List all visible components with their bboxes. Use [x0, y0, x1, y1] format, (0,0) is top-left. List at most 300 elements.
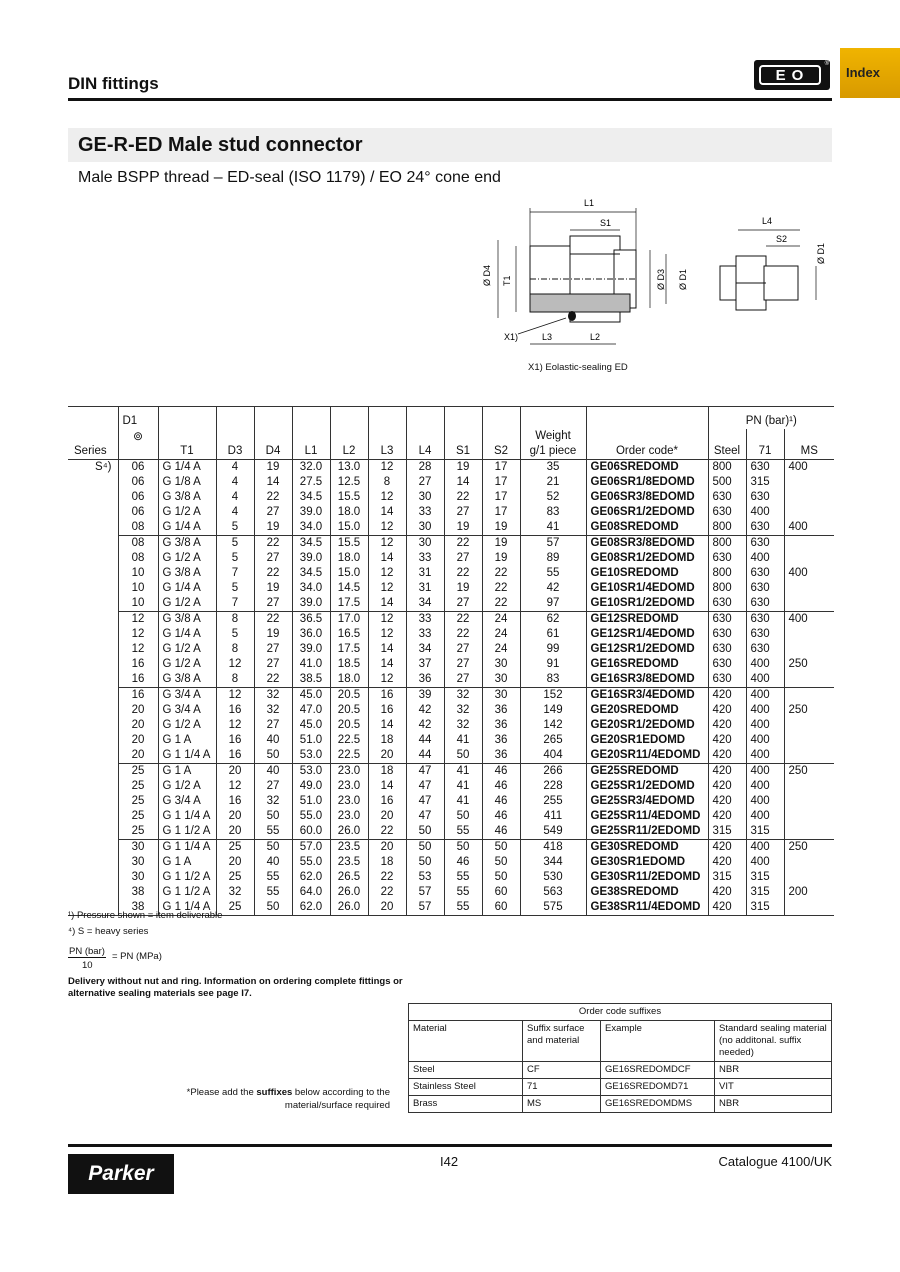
- table-cell: 32: [254, 794, 292, 809]
- table-cell: 23.0: [330, 794, 368, 809]
- table-cell: 83: [520, 672, 586, 688]
- table-cell: 17.5: [330, 642, 368, 657]
- table-cell: 30: [406, 535, 444, 551]
- table-cell: 152: [520, 687, 586, 703]
- table-cell: 26.5: [330, 870, 368, 885]
- table-cell: 14: [368, 596, 406, 612]
- table-cell: 22: [368, 824, 406, 840]
- table-cell: 08: [118, 520, 158, 536]
- thread-cell: G 1/4 A: [158, 459, 216, 475]
- table-row: [68, 779, 834, 794]
- thread-cell: G 3/8 A: [158, 672, 216, 688]
- table-cell: 20.5: [330, 718, 368, 733]
- table-cell: 62: [520, 611, 586, 627]
- table-cell: 12: [118, 627, 158, 642]
- order-code-cell: GE20SR1/2EDOMD: [586, 718, 708, 733]
- eo-logo-reg: ®: [824, 61, 829, 67]
- label-d1-side: Ø D1: [816, 242, 826, 264]
- th-weight-1: Weight: [520, 429, 586, 444]
- series-cell: [68, 885, 118, 900]
- table-cell: 10: [118, 566, 158, 581]
- table-cell: 27: [254, 642, 292, 657]
- pressure-cell: 400: [746, 718, 784, 733]
- table-cell: 27: [444, 642, 482, 657]
- pressure-cell: [784, 900, 834, 916]
- pressure-cell: [784, 672, 834, 688]
- table-cell: 46: [482, 779, 520, 794]
- table-cell: 06: [118, 459, 158, 475]
- table-cell: 5: [216, 581, 254, 596]
- footnote-pressure: ¹) Pressure shown = item deliverable: [68, 910, 223, 921]
- table-row: [68, 809, 834, 824]
- table-cell: 32: [216, 885, 254, 900]
- table-row: [68, 505, 834, 520]
- thread-cell: G 3/8 A: [158, 490, 216, 505]
- table-cell: 26.0: [330, 900, 368, 916]
- table-cell: 25: [118, 824, 158, 840]
- suffix-cell: GE16SREDOMD71: [601, 1079, 715, 1096]
- order-code-cell: GE25SR11/2EDOMD: [586, 824, 708, 840]
- label-l2: L2: [590, 332, 601, 342]
- table-cell: 33: [406, 611, 444, 627]
- table-cell: 4: [216, 459, 254, 475]
- suffix-instruction: [150, 1086, 390, 1112]
- th-pn: PN (bar)¹): [708, 407, 834, 429]
- th-s2: S2: [482, 444, 520, 460]
- table-cell: 12: [368, 459, 406, 475]
- table-cell: 25: [118, 809, 158, 824]
- table-cell: 47: [406, 763, 444, 779]
- series-cell: [68, 687, 118, 703]
- series-cell: [68, 824, 118, 840]
- table-cell: 38.5: [292, 672, 330, 688]
- table-cell: 34: [406, 642, 444, 657]
- table-cell: 41: [444, 794, 482, 809]
- table-cell: 52: [520, 490, 586, 505]
- table-cell: 22: [444, 566, 482, 581]
- suffix-cell: Brass: [409, 1096, 523, 1113]
- pressure-cell: 400: [746, 748, 784, 764]
- table-row: [68, 657, 834, 672]
- pressure-cell: 400: [746, 657, 784, 672]
- pressure-cell: 400: [784, 520, 834, 536]
- series-cell: [68, 520, 118, 536]
- table-cell: 39.0: [292, 596, 330, 612]
- table-cell: 20: [216, 855, 254, 870]
- table-cell: 55: [444, 824, 482, 840]
- table-cell: 97: [520, 596, 586, 612]
- suffix-cell: NBR: [715, 1096, 832, 1113]
- pressure-cell: 800: [708, 581, 746, 596]
- series-cell: [68, 627, 118, 642]
- table-cell: 22: [482, 566, 520, 581]
- pressure-cell: [784, 475, 834, 490]
- pressure-cell: [784, 505, 834, 520]
- index-tab[interactable]: Index: [840, 48, 900, 98]
- technical-drawing: [470, 194, 840, 354]
- table-cell: 32.0: [292, 459, 330, 475]
- th-order-code: Order code*: [586, 444, 708, 460]
- table-cell: 42: [406, 703, 444, 718]
- table-row: [68, 763, 834, 779]
- pn-conversion: [68, 946, 162, 971]
- table-cell: 45.0: [292, 687, 330, 703]
- table-cell: 12: [368, 566, 406, 581]
- table-cell: 23.0: [330, 763, 368, 779]
- thread-cell: G 1 A: [158, 855, 216, 870]
- table-cell: 50: [482, 839, 520, 855]
- table-cell: 33: [406, 551, 444, 566]
- table-cell: 530: [520, 870, 586, 885]
- table-cell: 20: [118, 703, 158, 718]
- table-cell: 50: [444, 839, 482, 855]
- pressure-cell: 630: [746, 627, 784, 642]
- table-cell: 55: [520, 566, 586, 581]
- table-cell: 99: [520, 642, 586, 657]
- thread-cell: G 1/4 A: [158, 520, 216, 536]
- table-cell: 46: [482, 824, 520, 840]
- thread-cell: G 1 1/4 A: [158, 809, 216, 824]
- series-cell: [68, 809, 118, 824]
- pressure-cell: [784, 870, 834, 885]
- pressure-cell: [784, 642, 834, 657]
- order-code-cell: GE08SREDOMD: [586, 520, 708, 536]
- table-cell: 57: [406, 885, 444, 900]
- table-cell: 35: [520, 459, 586, 475]
- table-cell: 575: [520, 900, 586, 916]
- frac-equals: = PN (MPa): [112, 951, 162, 962]
- eo-logo: [754, 60, 830, 90]
- suffix-th-example: Example: [601, 1021, 715, 1062]
- pressure-cell: 800: [708, 459, 746, 475]
- table-cell: 46: [482, 794, 520, 809]
- pressure-cell: 400: [746, 505, 784, 520]
- thread-cell: G 1/2 A: [158, 505, 216, 520]
- table-cell: 22: [254, 672, 292, 688]
- suffix-caption: Order code suffixes: [409, 1004, 832, 1021]
- th-t1: T1: [158, 444, 216, 460]
- order-code-cell: GE06SR1/8EDOMD: [586, 475, 708, 490]
- table-cell: 18: [368, 763, 406, 779]
- table-cell: 18: [368, 855, 406, 870]
- table-cell: 20: [216, 809, 254, 824]
- table-cell: 57.0: [292, 839, 330, 855]
- pressure-cell: 420: [708, 885, 746, 900]
- table-cell: 50: [482, 855, 520, 870]
- table-cell: 25: [216, 839, 254, 855]
- table-cell: 55: [254, 824, 292, 840]
- table-cell: 549: [520, 824, 586, 840]
- pressure-cell: 630: [746, 596, 784, 612]
- table-cell: 38: [118, 900, 158, 916]
- thread-cell: G 1/8 A: [158, 475, 216, 490]
- pressure-cell: 630: [708, 596, 746, 612]
- table-cell: 26.0: [330, 885, 368, 900]
- table-cell: 149: [520, 703, 586, 718]
- thread-cell: G 3/8 A: [158, 535, 216, 551]
- table-cell: 17: [482, 490, 520, 505]
- table-cell: 27: [406, 475, 444, 490]
- table-cell: 22: [444, 490, 482, 505]
- table-cell: 55.0: [292, 855, 330, 870]
- table-row: [68, 839, 834, 855]
- table-cell: 13.0: [330, 459, 368, 475]
- table-cell: 32: [444, 718, 482, 733]
- table-cell: 12: [118, 642, 158, 657]
- table-cell: 12: [368, 611, 406, 627]
- table-cell: 50: [406, 839, 444, 855]
- order-code-cell: GE20SREDOMD: [586, 703, 708, 718]
- pressure-cell: 400: [746, 855, 784, 870]
- table-row: [68, 870, 834, 885]
- suffix-cell: MS: [523, 1096, 601, 1113]
- pressure-cell: 315: [746, 475, 784, 490]
- table-cell: 418: [520, 839, 586, 855]
- thread-cell: G 1/2 A: [158, 551, 216, 566]
- table-cell: 20: [368, 839, 406, 855]
- pressure-cell: 420: [708, 718, 746, 733]
- order-code-cell: GE08SR1/2EDOMD: [586, 551, 708, 566]
- table-cell: 55: [444, 900, 482, 916]
- table-cell: 8: [216, 611, 254, 627]
- table-cell: 16: [118, 687, 158, 703]
- series-cell: [68, 703, 118, 718]
- suffix-cell: 71: [523, 1079, 601, 1096]
- table-cell: 15.0: [330, 520, 368, 536]
- table-cell: 14: [368, 657, 406, 672]
- table-row: [68, 642, 834, 657]
- order-code-cell: GE10SR1/2EDOMD: [586, 596, 708, 612]
- suffix-row: [409, 1096, 832, 1113]
- label-x1: X1): [504, 332, 519, 342]
- table-cell: 18.5: [330, 657, 368, 672]
- pressure-cell: 315: [708, 824, 746, 840]
- table-row: [68, 718, 834, 733]
- table-cell: 34.5: [292, 490, 330, 505]
- pressure-cell: 400: [746, 672, 784, 688]
- pressure-cell: 420: [708, 839, 746, 855]
- table-cell: 16.5: [330, 627, 368, 642]
- table-row: [68, 703, 834, 718]
- table-cell: 33: [406, 627, 444, 642]
- suffix-row: [409, 1079, 832, 1096]
- dimensions-table-body: [68, 459, 834, 915]
- table-cell: 22: [482, 581, 520, 596]
- order-code-cell: GE30SR11/2EDOMD: [586, 870, 708, 885]
- table-cell: 8: [216, 672, 254, 688]
- pressure-cell: 400: [746, 839, 784, 855]
- pressure-cell: 630: [708, 490, 746, 505]
- order-code-cell: GE25SR1/2EDOMD: [586, 779, 708, 794]
- table-cell: 53: [406, 870, 444, 885]
- table-cell: 16: [216, 794, 254, 809]
- th-d3: D3: [216, 444, 254, 460]
- series-cell: [68, 733, 118, 748]
- suffix-cell: Stainless Steel: [409, 1079, 523, 1096]
- pressure-cell: [784, 718, 834, 733]
- page-number: I42: [440, 1154, 459, 1169]
- table-cell: 22: [444, 535, 482, 551]
- table-cell: 62.0: [292, 870, 330, 885]
- table-cell: 20.5: [330, 703, 368, 718]
- table-cell: 265: [520, 733, 586, 748]
- label-l3: L3: [542, 332, 553, 342]
- pressure-cell: 800: [708, 535, 746, 551]
- table-cell: 31: [406, 581, 444, 596]
- section-title: GE-R-ED Male stud connector: [78, 134, 363, 156]
- table-cell: 40: [254, 733, 292, 748]
- pressure-cell: 630: [708, 627, 746, 642]
- table-cell: 19: [254, 520, 292, 536]
- series-cell: [68, 657, 118, 672]
- table-cell: 36: [482, 703, 520, 718]
- table-cell: 16: [216, 748, 254, 764]
- thread-cell: G 3/4 A: [158, 687, 216, 703]
- suffix-th-standard: Standard sealing material (no additonal. suffix needed): [715, 1021, 832, 1062]
- table-row: [68, 748, 834, 764]
- pressure-cell: 400: [746, 551, 784, 566]
- table-cell: 28: [406, 459, 444, 475]
- table-cell: 38: [118, 885, 158, 900]
- order-code-cell: GE16SREDOMD: [586, 657, 708, 672]
- table-row: [68, 855, 834, 870]
- table-row: [68, 824, 834, 840]
- table-cell: 21: [520, 475, 586, 490]
- suffix-th-material: Material: [409, 1021, 523, 1062]
- table-cell: 32: [254, 687, 292, 703]
- table-cell: 50: [406, 855, 444, 870]
- table-cell: 14.5: [330, 581, 368, 596]
- table-cell: 57: [406, 900, 444, 916]
- table-cell: 4: [216, 505, 254, 520]
- order-code-cell: GE06SREDOMD: [586, 459, 708, 475]
- series-cell: [68, 490, 118, 505]
- table-cell: 14: [368, 718, 406, 733]
- table-cell: 27: [254, 551, 292, 566]
- table-cell: 39: [406, 687, 444, 703]
- table-cell: 06: [118, 475, 158, 490]
- table-row: [68, 687, 834, 703]
- table-cell: 22: [254, 611, 292, 627]
- order-code-cell: GE38SR11/4EDOMD: [586, 900, 708, 916]
- table-cell: 255: [520, 794, 586, 809]
- order-code-cell: GE12SR1/2EDOMD: [586, 642, 708, 657]
- series-cell: [68, 672, 118, 688]
- table-cell: 16: [216, 703, 254, 718]
- table-cell: 411: [520, 809, 586, 824]
- thread-cell: G 1/4 A: [158, 627, 216, 642]
- table-cell: 40: [254, 763, 292, 779]
- frac-denominator: 10: [82, 960, 93, 971]
- series-cell: [68, 748, 118, 764]
- table-cell: 4: [216, 475, 254, 490]
- series-cell: [68, 535, 118, 551]
- table-cell: 15.5: [330, 535, 368, 551]
- pressure-cell: 500: [708, 475, 746, 490]
- table-cell: 47: [406, 779, 444, 794]
- table-cell: 06: [118, 505, 158, 520]
- table-cell: 39.0: [292, 505, 330, 520]
- pressure-cell: [784, 581, 834, 596]
- thread-cell: G 1/2 A: [158, 657, 216, 672]
- pressure-cell: 800: [708, 520, 746, 536]
- pressure-cell: 630: [746, 520, 784, 536]
- pressure-cell: 400: [746, 794, 784, 809]
- order-code-cell: GE20SR1EDOMD: [586, 733, 708, 748]
- table-cell: 41: [444, 779, 482, 794]
- table-cell: 20: [118, 748, 158, 764]
- table-cell: 14: [368, 505, 406, 520]
- table-cell: 55: [254, 885, 292, 900]
- thread-cell: G 1 1/4 A: [158, 900, 216, 916]
- table-cell: 23.0: [330, 779, 368, 794]
- table-cell: 22: [368, 870, 406, 885]
- table-cell: 17.0: [330, 611, 368, 627]
- table-cell: 26.0: [330, 824, 368, 840]
- pressure-cell: 630: [708, 672, 746, 688]
- footer-rule: [68, 1144, 832, 1147]
- th-ms: MS: [784, 444, 834, 460]
- pressure-cell: 630: [708, 505, 746, 520]
- table-cell: 20: [118, 733, 158, 748]
- label-d4: Ø D4: [482, 264, 492, 286]
- pressure-cell: [784, 596, 834, 612]
- table-cell: 30: [118, 839, 158, 855]
- table-cell: 34.5: [292, 535, 330, 551]
- pressure-cell: [784, 748, 834, 764]
- pressure-cell: 420: [708, 733, 746, 748]
- table-cell: 08: [118, 551, 158, 566]
- table-cell: 12: [368, 581, 406, 596]
- table-cell: 12.5: [330, 475, 368, 490]
- series-cell: [68, 855, 118, 870]
- table-row: [68, 459, 834, 475]
- thread-cell: G 1/2 A: [158, 642, 216, 657]
- table-cell: 14: [254, 475, 292, 490]
- table-cell: 16: [118, 672, 158, 688]
- pressure-cell: 200: [788, 885, 808, 898]
- table-cell: 14: [444, 475, 482, 490]
- table-cell: 53.0: [292, 748, 330, 764]
- table-cell: 8: [216, 642, 254, 657]
- table-cell: 22: [254, 566, 292, 581]
- table-row: [68, 627, 834, 642]
- pressure-cell: 400: [746, 703, 784, 718]
- table-cell: 19: [444, 581, 482, 596]
- table-cell: 57: [520, 535, 586, 551]
- table-row: [68, 566, 834, 581]
- table-cell: 51.0: [292, 733, 330, 748]
- thread-cell: G 1 1/2 A: [158, 870, 216, 885]
- pressure-cell: [784, 551, 834, 566]
- table-cell: 36: [406, 672, 444, 688]
- table-cell: 27: [254, 779, 292, 794]
- table-cell: 30: [118, 870, 158, 885]
- table-cell: 12: [368, 672, 406, 688]
- table-cell: 27: [444, 505, 482, 520]
- table-row: [68, 535, 834, 551]
- suffix-cell: GE16SREDOMDCF: [601, 1062, 715, 1079]
- suffix-cell: NBR: [715, 1062, 832, 1079]
- table-cell: 06: [118, 490, 158, 505]
- table-cell: 32: [254, 703, 292, 718]
- frac-numerator: PN (bar): [69, 946, 105, 957]
- label-t1: T1: [502, 275, 512, 286]
- pressure-cell: 250: [788, 703, 808, 716]
- pressure-cell: 420: [708, 779, 746, 794]
- table-cell: 23.0: [330, 809, 368, 824]
- pressure-cell: 630: [708, 551, 746, 566]
